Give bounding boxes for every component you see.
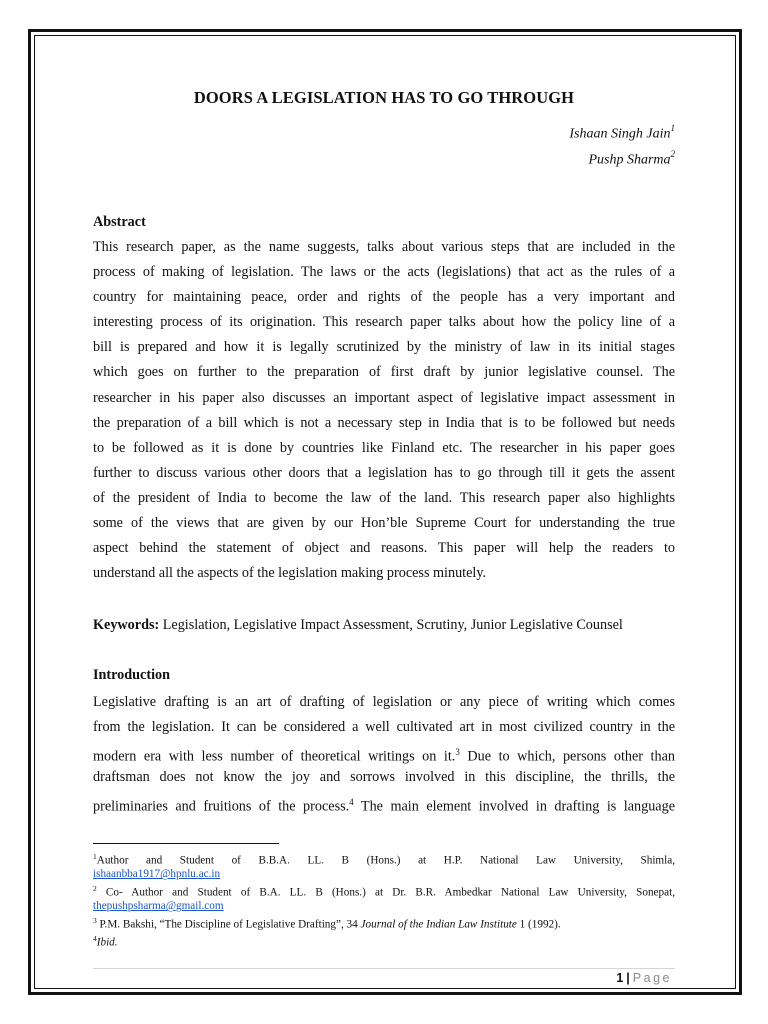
- text-line: country for maintaining peace, order and rights of the people has a very important and: [93, 289, 675, 306]
- text-line: to be followed as it is done by countries like Finland etc. The researcher in his paper goes: [93, 439, 675, 456]
- footnote-4: $^4$Ibid.: [93, 934, 118, 949]
- text-line: further to discuss various other doors that a legislation has to go through till it gets the assent: [93, 464, 675, 481]
- text-line: the preparation of a bill which is not a necessary step in India that is to be followed but needs: [93, 414, 675, 431]
- text-line: process of making of legislation. The laws or the acts (legislations) that act as the rules of a: [93, 264, 675, 281]
- abstract-heading: Abstract: [93, 214, 146, 230]
- keywords-label: Keywords:: [93, 617, 160, 633]
- keywords-text: Legislation, Legislative Impact Assessment, Scrutiny, Junior Legislative Counsel: [162, 617, 623, 633]
- text-line: from the legislation. It can be considered a well cultivated art in most civilized country in the: [93, 719, 675, 736]
- text-line: preliminaries and fruitions of the process.$^4$ The main element involved in drafting is language: [93, 797, 675, 816]
- keywords-line: [93, 617, 623, 634]
- author-primary: Ishaan Singh Jain$^1$: [569, 123, 675, 142]
- footer-divider: [93, 968, 675, 969]
- text-line: of the president of India to become the law of the land. This research paper also highlights: [93, 489, 675, 506]
- text-line: modern era with less number of theoretical writings on it.$^3$ Due to which, persons other than: [93, 747, 675, 765]
- footnote-ref[interactable]: 3: [455, 747, 460, 758]
- footnote-mark: 1: [670, 123, 675, 133]
- footnote-mark: 2: [670, 149, 675, 159]
- text-line: interesting process of its origination. This research paper talks about how the policy line of a: [93, 314, 675, 331]
- text-line: This research paper, as the name suggests, talks about various steps that are included in the: [93, 239, 675, 255]
- footnote-1: $^1$Author and Student of B.B.A. LL. B (Hons.) at H.P. National Law University, Shimla, ishaanbba1917@hpnlu.ac.in: [93, 852, 675, 881]
- text-line: aspect behind the statement of object and reasons. This paper will help the readers to: [93, 540, 675, 557]
- text-line: bill is prepared and how it is legally scrutinized by the ministry of law in its initial stages: [93, 339, 675, 356]
- text-line: researcher in his paper also discusses an important aspect of legislative impact assessment in: [93, 389, 675, 406]
- footnote-2: $^2$ Co- Author and Student of B.A. LL. B (Hons.) at Dr. B.R. Ambedkar National Law University, Sonepat, thepushpsharma@gmail.com: [93, 883, 675, 913]
- paper-title: DOORS A LEGISLATION HAS TO GO THROUGH: [193, 88, 575, 107]
- introduction-paragraph: [93, 690, 675, 815]
- text-line: which goes on further to the preparation of first draft by junior legislative counsel. The: [93, 364, 675, 381]
- author-coauthor: Pushp Sharma$^2$: [588, 149, 675, 168]
- text-line: understand all the aspects of the legislation making process minutely.: [93, 565, 487, 582]
- page-number: 1 | Page: [616, 971, 672, 985]
- email-link[interactable]: ishaanbba1917@hpnlu.ac.in: [93, 868, 221, 881]
- footnote-separator: [93, 843, 279, 844]
- text-line: draftsman does not know the joy and sorrows involved in this discipline, the thrills, the: [93, 769, 675, 786]
- footnote-3: $^3$ P.M. Bakshi, “The Discipline of Legislative Drafting”, 34 Journal of the Indian Law Institute 1 (1992).: [93, 915, 561, 931]
- abstract-paragraph: [93, 235, 675, 586]
- footnotes: [93, 850, 675, 951]
- text-line: some of the views that are given by our Hon’ble Supreme Court for understanding the true: [93, 515, 675, 532]
- email-link[interactable]: thepushpsharma@gmail.com: [93, 900, 224, 913]
- introduction-heading: Introduction: [93, 667, 170, 683]
- text-line: Legislative drafting is an art of drafting of legislation or any piece of writing which comes: [93, 694, 675, 710]
- footnote-ref[interactable]: 4: [349, 797, 354, 808]
